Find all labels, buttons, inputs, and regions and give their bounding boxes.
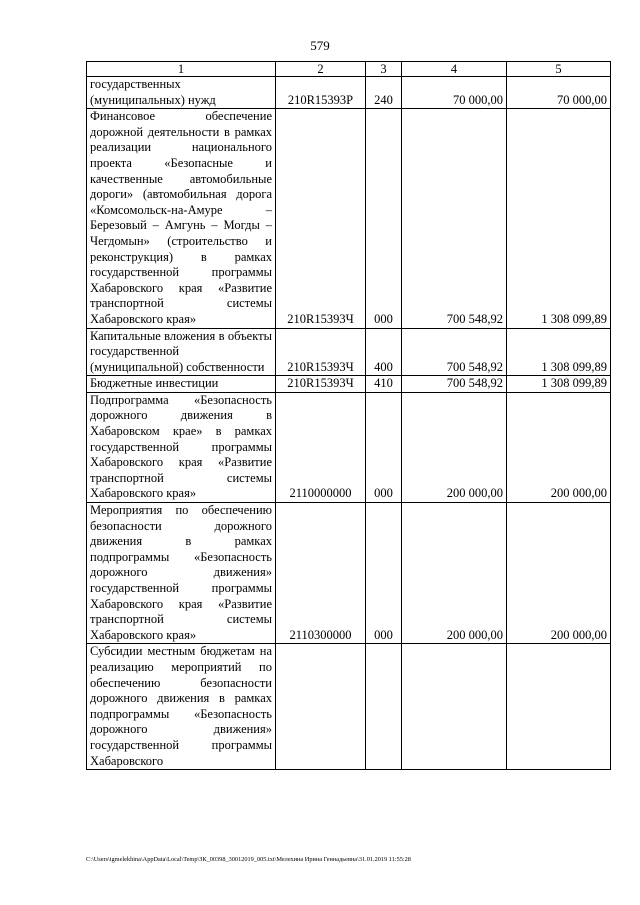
budget-table — [86, 61, 611, 770]
row-name: Финансовое обеспечение дорожной деятельности в рамках реализации национального проекта «Безопасные и качественные автомобильные дороги» (автомобильная дорога «Комсомольск-на-Амуре – Березовый – Амгунь – Могды – Чегдомын» (строительство и реконструкция) в рамках государственной программы Хабаровского края «Развитие транспортной системы Хабаровского края» — [87, 109, 276, 328]
row-code: 210R15393P — [276, 77, 366, 109]
row-name: Подпрограмма «Безопасность дорожного движения в Хабаровском крае» в рамках государственной программы Хабаровского края «Развитие транспортной системы Хабаровского края» — [87, 392, 276, 502]
table-row — [87, 392, 611, 502]
row-sum-1: 200 000,00 — [402, 392, 507, 502]
column-header: 2 — [276, 62, 366, 77]
table-row — [87, 503, 611, 644]
row-code: 210R15393Ч — [276, 109, 366, 328]
row-expense-type: 410 — [366, 376, 402, 393]
row-name: Бюджетные инвестиции — [87, 376, 276, 393]
row-expense-type — [366, 644, 402, 770]
row-name: Капитальные вложения в объекты государственной (муниципальной) собственности — [87, 328, 276, 376]
column-header: 4 — [402, 62, 507, 77]
row-sum-2: 1 308 099,89 — [507, 376, 611, 393]
row-sum-1: 70 000,00 — [402, 77, 507, 109]
table-row — [87, 644, 611, 770]
row-code: 210R15393Ч — [276, 328, 366, 376]
row-sum-1 — [402, 644, 507, 770]
row-sum-2: 70 000,00 — [507, 77, 611, 109]
row-expense-type: 000 — [366, 503, 402, 644]
table-row — [87, 328, 611, 376]
row-code — [276, 644, 366, 770]
row-expense-type: 000 — [366, 109, 402, 328]
row-code: 2110000000 — [276, 392, 366, 502]
row-expense-type: 000 — [366, 392, 402, 502]
row-sum-1: 700 548,92 — [402, 109, 507, 328]
row-name: Субсидии местным бюджетам на реализацию мероприятий по обеспечению безопасности дорожного движения в рамках подпрограммы «Безопасность дорожного движения» государственной программы Хабаровского — [87, 644, 276, 770]
row-sum-2: 1 308 099,89 — [507, 109, 611, 328]
table-header-row — [87, 62, 611, 77]
table-row — [87, 109, 611, 328]
footer-file-path: C:\Users\igmelekhina\AppData\Local\Temp\ЗК_00398_30012019_005.txt\Мелехина Ирина Геннадьевна\31.01.2019 11:55:28 — [86, 856, 411, 863]
row-code: 2110300000 — [276, 503, 366, 644]
row-sum-2: 200 000,00 — [507, 392, 611, 502]
row-sum-2 — [507, 644, 611, 770]
column-header: 3 — [366, 62, 402, 77]
row-expense-type: 400 — [366, 328, 402, 376]
page-number: 579 — [310, 38, 330, 53]
row-expense-type: 240 — [366, 77, 402, 109]
row-sum-1: 200 000,00 — [402, 503, 507, 644]
row-name: государственных (муниципальных) нужд — [87, 77, 276, 109]
row-sum-2: 200 000,00 — [507, 503, 611, 644]
row-code: 210R15393Ч — [276, 376, 366, 393]
row-name: Мероприятия по обеспечению безопасности дорожного движения в рамках подпрограммы «Безопасность дорожного движения» государственной программы Хабаровского края «Развитие транспортной системы Хабаровского края» — [87, 503, 276, 644]
table-row — [87, 376, 611, 393]
table-row — [87, 77, 611, 109]
row-sum-2: 1 308 099,89 — [507, 328, 611, 376]
row-sum-1: 700 548,92 — [402, 376, 507, 393]
column-header: 1 — [87, 62, 276, 77]
column-header: 5 — [507, 62, 611, 77]
row-sum-1: 700 548,92 — [402, 328, 507, 376]
